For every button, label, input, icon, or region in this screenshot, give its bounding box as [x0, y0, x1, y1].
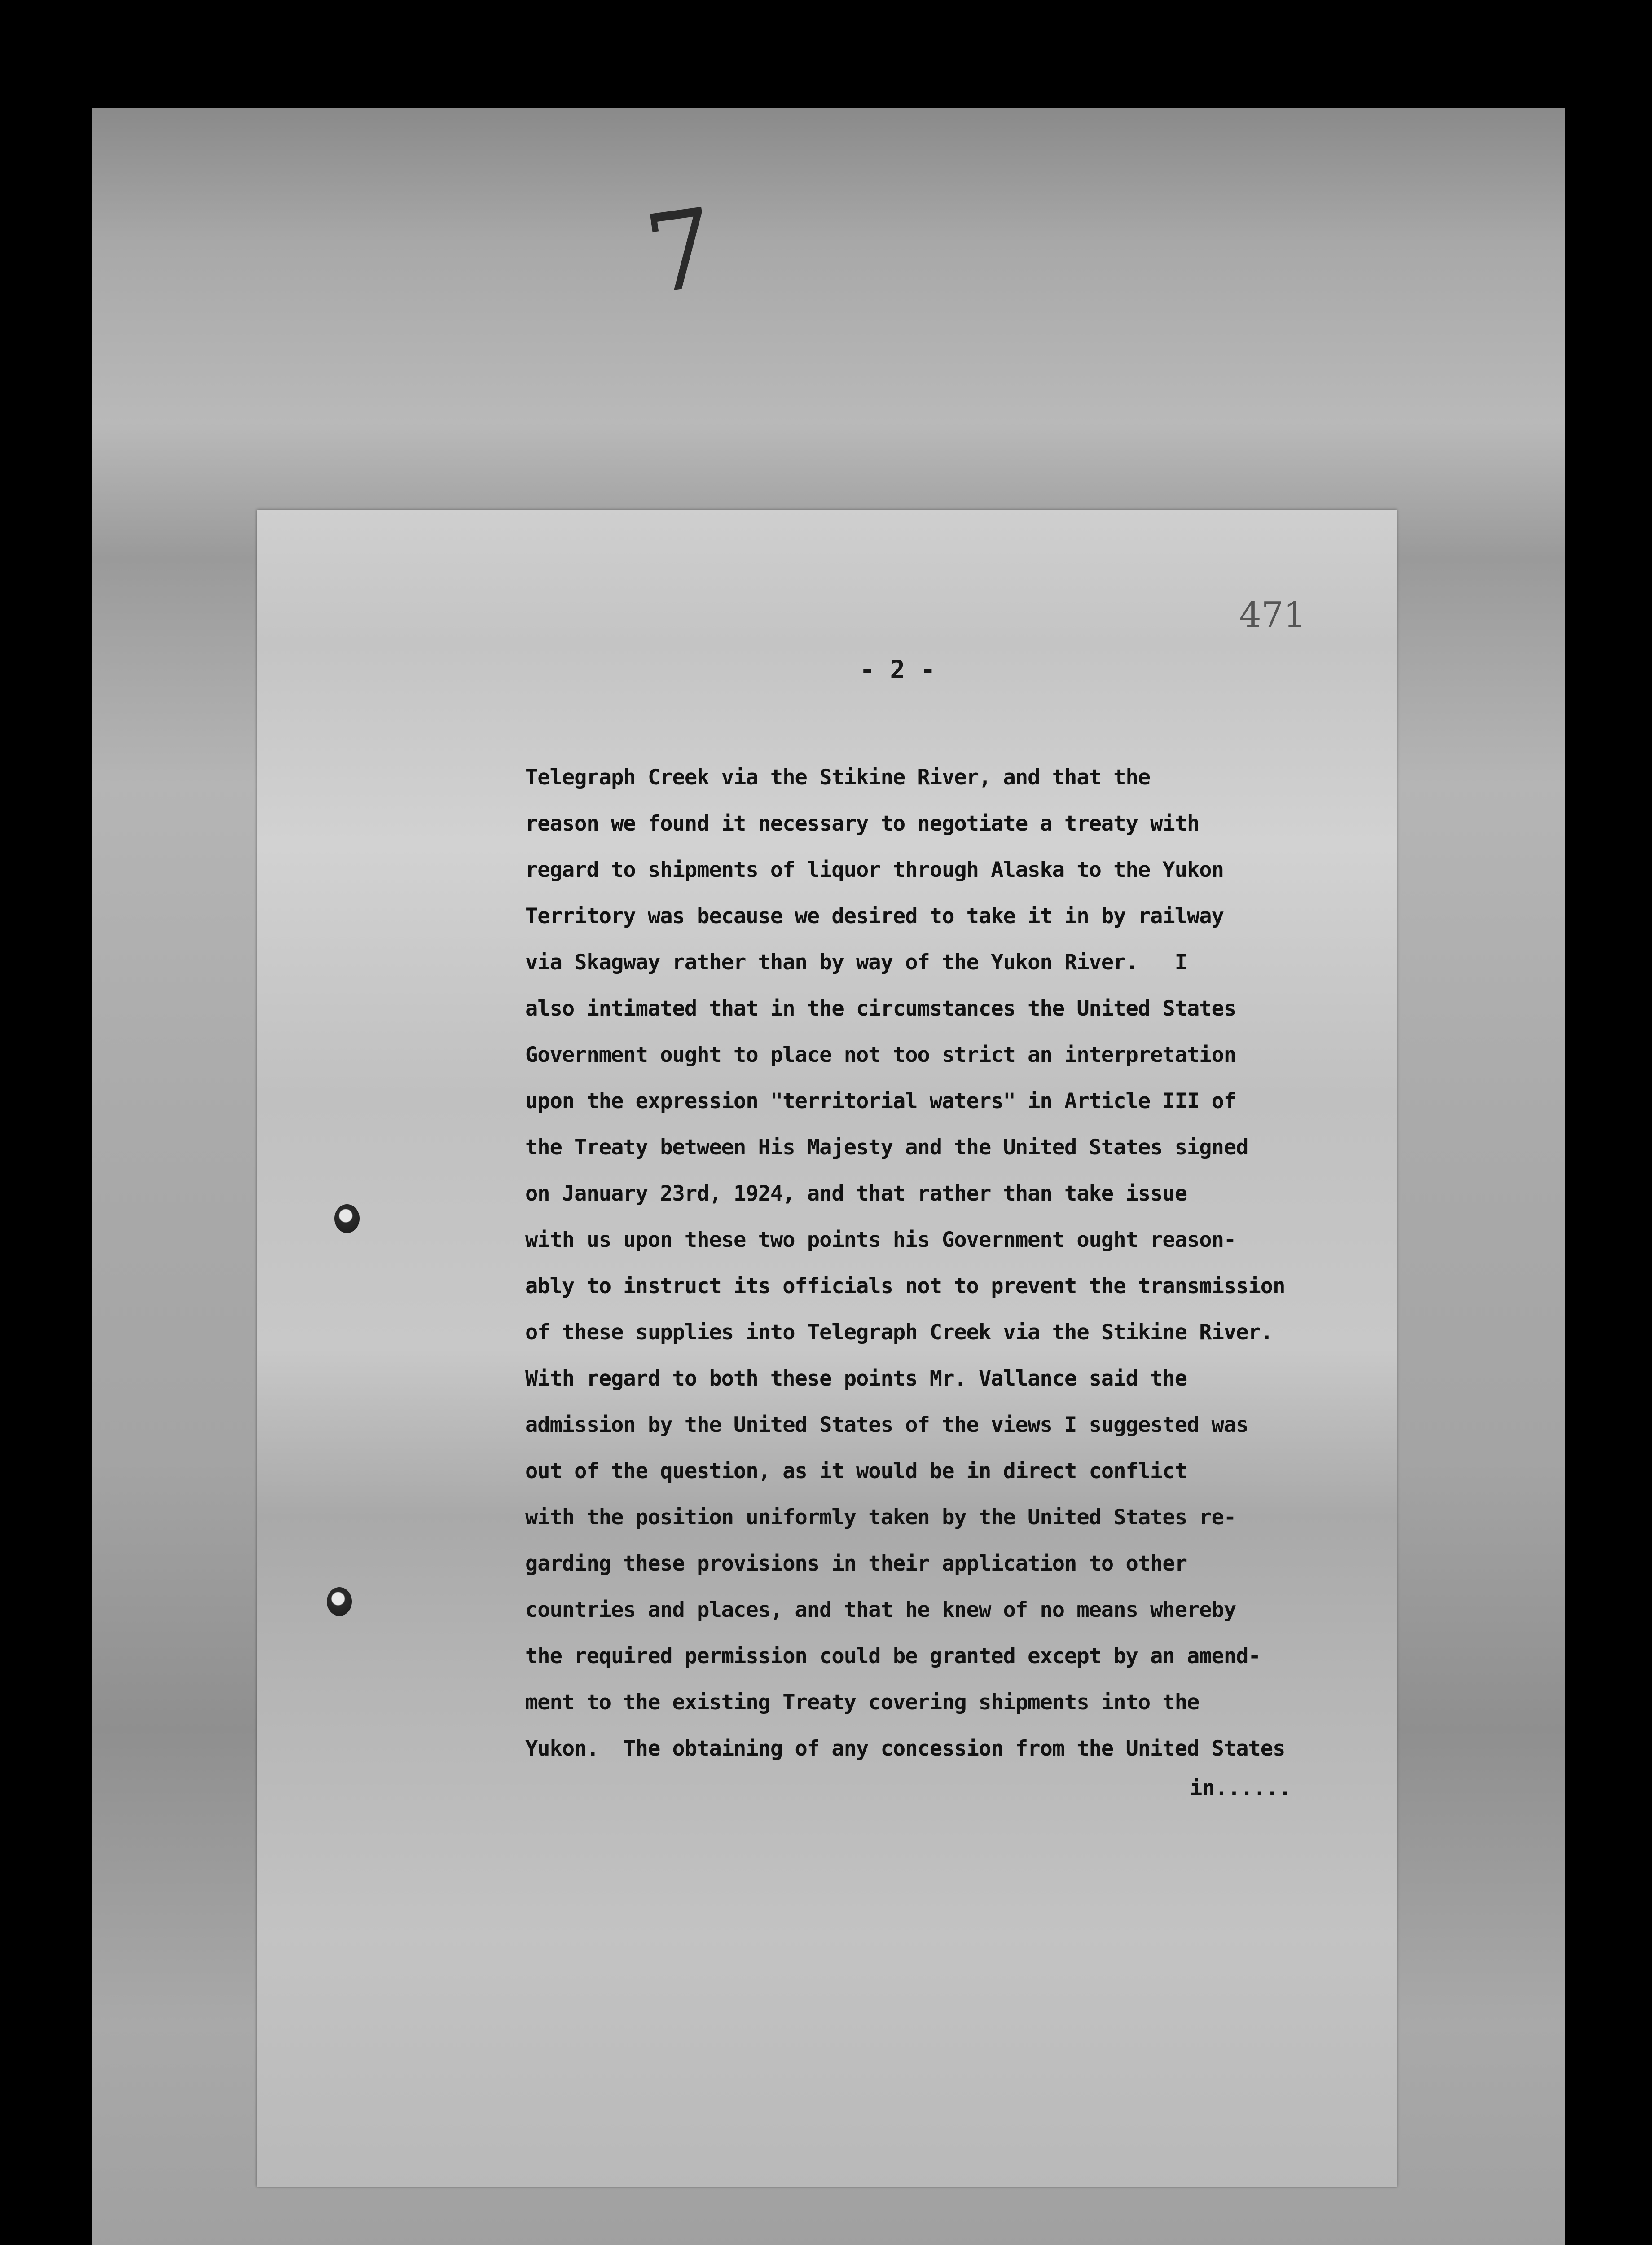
punch-hole-icon	[334, 1204, 360, 1233]
body-line: upon the expression "territorial waters" in Article III of	[525, 1089, 1236, 1114]
letter-body	[525, 754, 1396, 1772]
body-line: the Treaty between His Majesty and the United States signed	[525, 1135, 1248, 1160]
body-line: with us upon these two points his Government ought reason-	[525, 1228, 1236, 1252]
body-line: admission by the United States of the views I suggested was	[525, 1413, 1248, 1437]
body-line: ment to the existing Treaty covering shipments into the	[525, 1690, 1199, 1715]
page-number: - 2 -	[860, 656, 936, 685]
folio-number: 471	[1239, 595, 1306, 635]
body-line: garding these provisions in their application to other	[525, 1551, 1187, 1576]
body-line: via Skagway rather than by way of the Yukon River. I	[525, 950, 1187, 975]
body-line: the required permission could be granted except by an amend-	[525, 1644, 1261, 1668]
body-line: Territory was because we desired to take it in by railway	[525, 904, 1224, 929]
body-line: of these supplies into Telegraph Creek via the Stikine River.	[525, 1320, 1273, 1345]
handwritten-mark: 7	[638, 184, 724, 319]
body-line: With regard to both these points Mr. Vallance said the	[525, 1366, 1187, 1391]
body-line: countries and places, and that he knew of no means whereby	[525, 1598, 1236, 1622]
body-line: reason we found it necessary to negotiate a treaty with	[525, 811, 1199, 836]
body-line: Government ought to place not too strict an interpretation	[525, 1043, 1236, 1067]
body-line: with the position uniformly taken by the United States re-	[525, 1505, 1236, 1530]
continuation-marker: in......	[1190, 1776, 1292, 1800]
body-line: regard to shipments of liquor through Alaska to the Yukon	[525, 858, 1224, 882]
body-line: Yukon. The obtaining of any concession from the United States	[525, 1736, 1285, 1761]
body-line: out of the question, as it would be in direct conflict	[525, 1459, 1187, 1483]
body-line: on January 23rd, 1924, and that rather than take issue	[525, 1181, 1187, 1206]
body-line: ably to instruct its officials not to prevent the transmission	[525, 1274, 1285, 1299]
punch-hole-icon	[327, 1587, 352, 1616]
body-line: also intimated that in the circumstances the United States	[525, 996, 1236, 1021]
body-line: Telegraph Creek via the Stikine River, and that the	[525, 765, 1151, 790]
